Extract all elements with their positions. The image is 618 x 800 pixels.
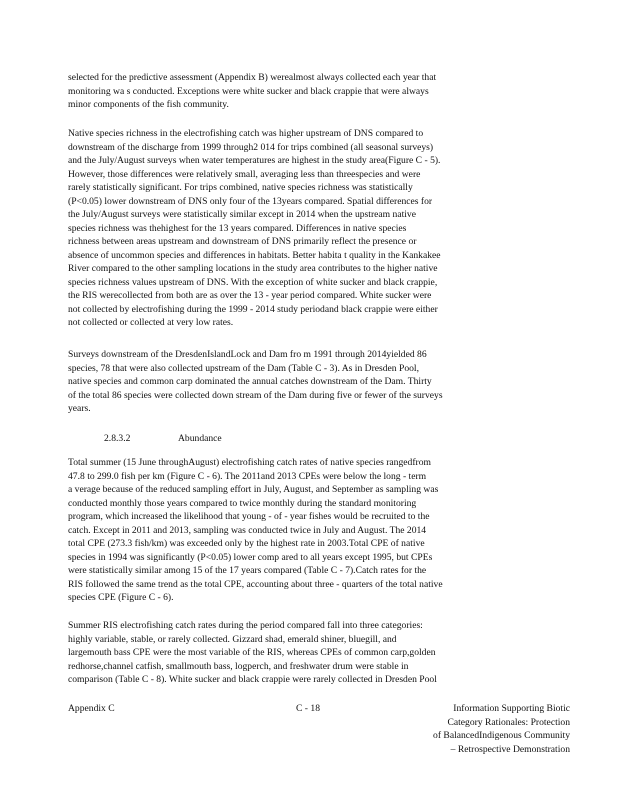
text-line: species richness was thehighest for the 13 years compared. Differences in native species xyxy=(68,222,407,234)
text-line: total CPE (273.3 fish/km) was exceeded only by the highest rate in 2003.Total CPE of native xyxy=(68,538,425,549)
text-line: Native species richness in the electrofishing catch was higher upstream of DNS compared to xyxy=(68,128,424,139)
text-line: However, those differences were relatively small, averaging less than threespecies and were xyxy=(68,168,421,180)
paragraph-total-summer-cpe xyxy=(68,456,530,605)
footer-title-line: of BalancedIndigenous Community xyxy=(433,730,570,741)
text-line: minor components of the fish community. xyxy=(68,99,229,110)
text-line: species, 78 that were also collected upstream of the Dam (Table C - 3). As in Dresden Pool, xyxy=(68,362,420,374)
paragraph-native-species-richness xyxy=(68,127,530,330)
text-line: were statistically similar among 15 of the 17 years compared (Table C - 7).Catch rates for the xyxy=(68,565,427,576)
text-line: the July/August surveys were statistically similar except in 2014 when the upstream native xyxy=(68,209,416,220)
text-line: native species and common carp dominated the annual catches downstream of the Dam. Thirty xyxy=(68,376,432,387)
text-line: conducted monthly those years compared to twice monthly during the standard monitoring xyxy=(68,497,417,509)
footer-title-line: Category Rationales: Protection xyxy=(447,716,570,728)
text-line: Total summer (15 June throughAugust) electrofishing catch rates of native species rangedfrom xyxy=(68,457,431,468)
text-line: Summer RIS electrofishing catch rates during the period compared fall into three categories: xyxy=(68,620,423,631)
footer-page-number: C - 18 xyxy=(296,703,320,714)
text-line: absence of uncommon species and differences in habitats. Better habita t quality in the Kankakee xyxy=(68,249,441,261)
text-line: Surveys downstream of the DresdenIslandLock and Dam fro m 1991 through 2014yielded 86 xyxy=(68,349,427,360)
text-line: selected for the predictive assessment (Appendix B) werealmost always collected each year that xyxy=(68,72,437,83)
footer-title-line: Information Supporting Biotic xyxy=(453,703,570,714)
text-line: downstream of the discharge from 1999 through2 014 for trips combined (all seasonal surveys) xyxy=(68,141,434,153)
section-number: 2.8.3.2 xyxy=(104,433,131,444)
text-line: highly variable, stable, or rarely collected. Gizzard shad, emerald shiner, bluegill, and xyxy=(68,633,397,645)
text-line: catch. Except in 2011 and 2013, sampling was conducted twice in July and August. The 2014 xyxy=(68,524,427,536)
footer-appendix-label: Appendix C xyxy=(68,703,115,714)
text-line: largemouth bass CPE were the most variable of the RIS, whereas CPEs of common carp,golden xyxy=(68,647,436,658)
text-line: species CPE (Figure C - 6). xyxy=(68,592,174,603)
text-line: redhorse,channel catfish, smallmouth bass, logperch, and freshwater drum were stable in xyxy=(68,660,409,672)
text-line: richness between areas upstream and downstream of DNS primarily reflect the presence or xyxy=(68,236,417,247)
section-title: Abundance xyxy=(178,433,222,444)
text-line: the RIS werecollected from both are as over the 13 - year period compared. White sucker were xyxy=(68,290,432,301)
paragraph-surveys-downstream xyxy=(68,348,530,416)
text-line: of the total 86 species were collected down stream of the Dam during five or fewer of the surveys xyxy=(68,389,443,401)
text-line: a verage because of the reduced sampling effort in July, August, and September as sampling was xyxy=(68,484,439,495)
text-line: program, which increased the likelihood that young - of - year fishes would be recruited to the xyxy=(68,511,430,522)
text-line: (P<0.05) lower downstream of DNS only four of the 13years compared. Spatial differences for xyxy=(68,195,433,207)
footer-title-line: – Retrospective Demonstration xyxy=(450,743,570,755)
text-line: species in 1994 was significantly (P<0.05) lower comp ared to all years except 1995, but CPEs xyxy=(68,551,433,563)
text-line: comparison (Table C - 8). White sucker and black crappie were rarely collected in Dresden Pool xyxy=(68,674,437,685)
text-line: and the July/August surveys when water temperatures are highest in the study area(Figure C - 5). xyxy=(68,155,441,166)
text-line: species richness values upstream of DNS. With the exception of white sucker and black crappie, xyxy=(68,276,438,288)
text-line: 47.8 to 299.0 fish per km (Figure C - 6). The 2011and 2013 CPEs were below the long - term xyxy=(68,470,427,482)
paragraph-summer-ris xyxy=(68,619,530,687)
text-line: not collected or collected at very low rates. xyxy=(68,317,234,328)
text-line: RIS followed the same trend as the total CPE, accounting about three - quarters of the total native xyxy=(68,578,443,590)
text-line: monitoring wa s conducted. Exceptions were white sucker and black crappie that were always xyxy=(68,85,429,97)
text-line: River compared to the other sampling locations in the study area contributes to the higher native xyxy=(68,263,438,274)
footer-document-title xyxy=(400,702,570,756)
text-line: rarely statistically significant. For trips combined, native species richness was statistically xyxy=(68,182,413,193)
text-line: years. xyxy=(68,403,91,414)
text-line: not collected by electrofishing during the 1999 - 2014 study periodand black crappie were either xyxy=(68,303,438,315)
paragraph-species-collected xyxy=(68,71,530,112)
